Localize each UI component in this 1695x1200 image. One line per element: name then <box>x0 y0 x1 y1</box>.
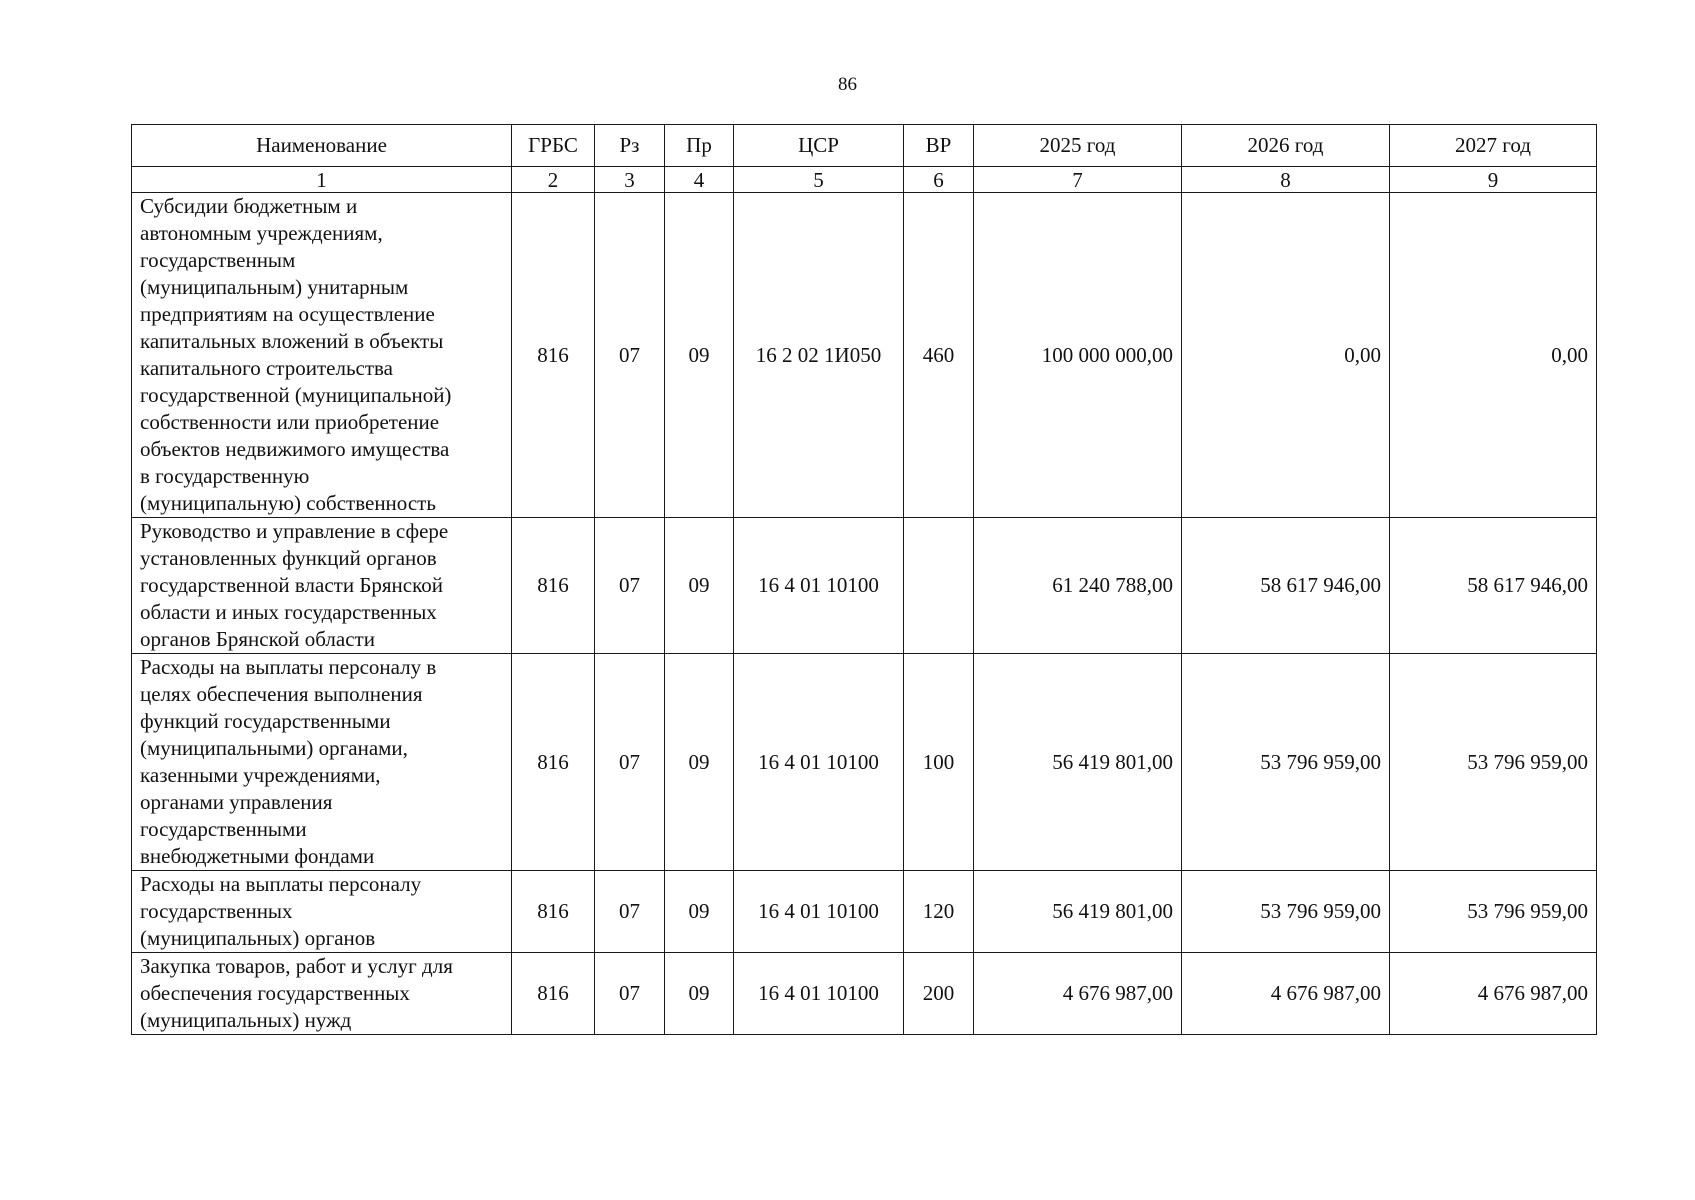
row-grbs: 816 <box>512 871 595 953</box>
row-grbs: 816 <box>512 654 595 871</box>
row-amount-2027: 0,00 <box>1390 193 1597 518</box>
row-csr: 16 4 01 10100 <box>734 871 904 953</box>
row-rz: 07 <box>595 518 665 654</box>
row-amount-2025: 56 419 801,00 <box>974 654 1182 871</box>
row-amount-2025: 56 419 801,00 <box>974 871 1182 953</box>
header-rz: Рз <box>595 125 665 167</box>
row-rz: 07 <box>595 953 665 1035</box>
row-pr: 09 <box>665 654 734 871</box>
header-2026: 2026 год <box>1182 125 1390 167</box>
row-csr: 16 4 01 10100 <box>734 654 904 871</box>
row-pr: 09 <box>665 871 734 953</box>
budget-table <box>131 124 1597 1035</box>
row-rz: 07 <box>595 193 665 518</box>
row-name: Расходы на выплаты персоналу в целях обеспечения выполнения функций государственными (муниципальными) органами, казенными учреждениями, органами управления государственными внебюджетными фондами <box>132 654 512 871</box>
row-pr: 09 <box>665 518 734 654</box>
row-csr: 16 4 01 10100 <box>734 953 904 1035</box>
column-number: 6 <box>904 167 974 193</box>
table-row <box>132 193 1597 518</box>
row-name: Расходы на выплаты персоналу государственных (муниципальных) органов <box>132 871 512 953</box>
row-amount-2026: 53 796 959,00 <box>1182 654 1390 871</box>
row-amount-2027: 53 796 959,00 <box>1390 871 1597 953</box>
row-vr: 460 <box>904 193 974 518</box>
column-number: 5 <box>734 167 904 193</box>
column-number: 4 <box>665 167 734 193</box>
row-vr <box>904 518 974 654</box>
row-amount-2027: 53 796 959,00 <box>1390 654 1597 871</box>
row-rz: 07 <box>595 654 665 871</box>
table-row <box>132 871 1597 953</box>
table-row <box>132 518 1597 654</box>
row-amount-2027: 4 676 987,00 <box>1390 953 1597 1035</box>
row-grbs: 816 <box>512 193 595 518</box>
row-name: Закупка товаров, работ и услуг для обеспечения государственных (муниципальных) нужд <box>132 953 512 1035</box>
column-number-row <box>132 167 1597 193</box>
column-number: 3 <box>595 167 665 193</box>
column-number: 1 <box>132 167 512 193</box>
table-row <box>132 953 1597 1035</box>
row-csr: 16 2 02 1И050 <box>734 193 904 518</box>
header-2025: 2025 год <box>974 125 1182 167</box>
header-vr: ВР <box>904 125 974 167</box>
row-pr: 09 <box>665 953 734 1035</box>
row-rz: 07 <box>595 871 665 953</box>
row-amount-2025: 61 240 788,00 <box>974 518 1182 654</box>
row-csr: 16 4 01 10100 <box>734 518 904 654</box>
row-vr: 100 <box>904 654 974 871</box>
row-name: Руководство и управление в сфере установленных функций органов государственной власти Брянской области и иных государственных органов Брянской области <box>132 518 512 654</box>
table-header-row <box>132 125 1597 167</box>
header-name: Наименование <box>132 125 512 167</box>
column-number: 2 <box>512 167 595 193</box>
header-csr: ЦСР <box>734 125 904 167</box>
row-amount-2026: 0,00 <box>1182 193 1390 518</box>
header-2027: 2027 год <box>1390 125 1597 167</box>
header-grbs: ГРБС <box>512 125 595 167</box>
column-number: 7 <box>974 167 1182 193</box>
page-number: 86 <box>838 74 857 95</box>
row-amount-2025: 100 000 000,00 <box>974 193 1182 518</box>
row-amount-2027: 58 617 946,00 <box>1390 518 1597 654</box>
row-amount-2026: 4 676 987,00 <box>1182 953 1390 1035</box>
row-name: Субсидии бюджетным и автономным учреждениям, государственным (муниципальным) унитарным предприятиям на осуществление капитальных вложений в объекты капитального строительства государственной (муниципальной) собственности или приобретение объектов недвижимого имущества в государственную (муниципальную) собственность <box>132 193 512 518</box>
row-amount-2025: 4 676 987,00 <box>974 953 1182 1035</box>
row-pr: 09 <box>665 193 734 518</box>
row-amount-2026: 58 617 946,00 <box>1182 518 1390 654</box>
row-grbs: 816 <box>512 518 595 654</box>
row-amount-2026: 53 796 959,00 <box>1182 871 1390 953</box>
row-vr: 200 <box>904 953 974 1035</box>
row-grbs: 816 <box>512 953 595 1035</box>
table-row <box>132 654 1597 871</box>
row-vr: 120 <box>904 871 974 953</box>
column-number: 8 <box>1182 167 1390 193</box>
column-number: 9 <box>1390 167 1597 193</box>
header-pr: Пр <box>665 125 734 167</box>
